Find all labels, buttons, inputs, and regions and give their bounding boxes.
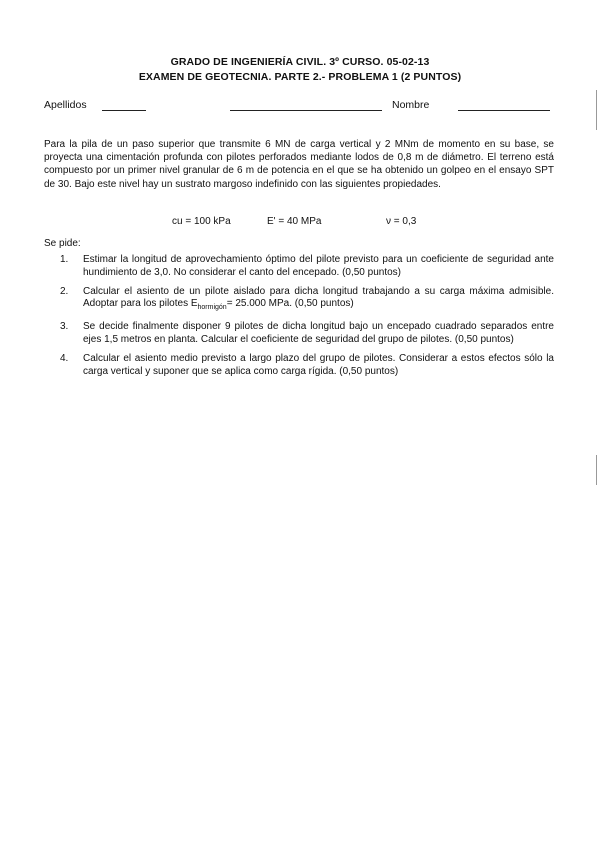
apellidos-field-line-1[interactable] bbox=[102, 99, 146, 111]
se-pide-label: Se pide: bbox=[44, 238, 81, 249]
apellidos-field-line-2[interactable] bbox=[230, 99, 382, 111]
exam-title-line1: GRADO DE INGENIERÍA CIVIL. 3º CURSO. 05-02-13 bbox=[170, 56, 430, 68]
question-number: 1. bbox=[60, 254, 69, 265]
question-number: 2. bbox=[60, 285, 69, 297]
poisson-value: ν = 0,3 bbox=[386, 216, 417, 227]
question-text: Estimar la longitud de aprovechamiento óptimo del pilote previsto para un coeficiente de seguridad ante hundimiento de 3,0. No considerar el canto del encepado. (0,50 puntos) bbox=[83, 254, 554, 278]
modulus-value: E' = 40 MPa bbox=[267, 216, 322, 227]
question-text bbox=[83, 286, 554, 310]
question-number: 3. bbox=[60, 321, 69, 333]
scan-edge-mark-top bbox=[596, 90, 597, 130]
nombre-label: Nombre bbox=[392, 99, 430, 111]
soil-properties bbox=[0, 216, 600, 230]
question-text-part-b: = 25.000 MPa. (0,50 puntos) bbox=[226, 298, 354, 310]
student-info-row bbox=[44, 99, 564, 113]
exam-title-line2: EXAMEN DE GEOTECNIA. PARTE 2.- PROBLEMA 1 (2 PUNTOS) bbox=[138, 71, 462, 83]
question-item bbox=[60, 321, 554, 347]
question-text-part-a: Calcular el asiento de un pilote aislado para dicha longitud trabajando a su carga máxima admisible. Adoptar para los pilotes E bbox=[83, 285, 554, 310]
question-item bbox=[60, 353, 554, 379]
nombre-field-line[interactable] bbox=[458, 99, 550, 111]
apellidos-label: Apellidos bbox=[44, 99, 87, 111]
subscript-hormigon: hormigón bbox=[197, 304, 227, 312]
question-list bbox=[60, 254, 554, 384]
question-text: Calcular el asiento medio previsto a largo plazo del grupo de pilotes. Considerar a estos efectos sólo la carga vertical y suponer que se aplica como carga rígida. (0,50 puntos) bbox=[83, 352, 554, 377]
question-text: Se decide finalmente disponer 9 pilotes de dicha longitud bajo un encepado cuadrado separados entre ejes 1,5 metros en planta. Calcular el coeficiente de seguridad del grupo de pilotes. (0,50 puntos) bbox=[83, 321, 554, 345]
cu-value: cu = 100 kPa bbox=[172, 216, 231, 227]
scan-edge-mark-bottom bbox=[596, 455, 597, 485]
problem-statement: Para la pila de un paso superior que transmite 6 MN de carga vertical y 2 MNm de momento en su base, se proyecta una cimentación profunda con pilotes perforados mediante lodos de 0,8 m de diámetro. El terreno está compuesto por un primer nivel granular de 6 m de potencia en el que se ha obtenido un golpeo en el ensayo SPT de 30. Bajo este nivel hay un sustrato margoso indefinido con las siguientes propiedades. bbox=[44, 139, 554, 190]
question-item bbox=[60, 286, 554, 316]
question-item bbox=[60, 254, 554, 280]
question-number: 4. bbox=[60, 352, 69, 364]
